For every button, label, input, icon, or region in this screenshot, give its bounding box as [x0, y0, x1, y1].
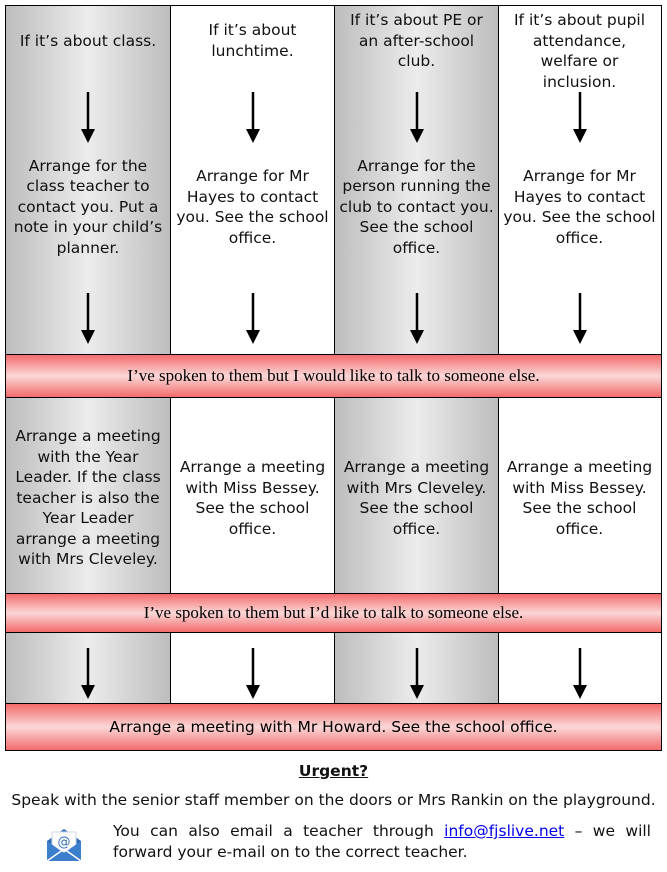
column-topic: If it’s about pupil attendance, welfare or inclusion.: [513, 11, 646, 91]
down-arrow-icon: [246, 293, 260, 345]
column-first-step: Arrange for Mr Hayes to contact you. See the school office.: [176, 167, 329, 247]
urgent-text: Speak with the senior staff member on the doors or Mrs Rankin on the playground.: [11, 791, 656, 809]
down-arrow-icon: [81, 648, 95, 700]
column-second-step: Arrange a meeting with Miss Bessey. See the school office.: [179, 458, 326, 538]
down-arrow-icon: [410, 648, 424, 700]
down-arrow-icon: [81, 92, 95, 144]
down-arrow-icon: [573, 293, 587, 345]
email-note-prefix: You can also email a teacher through: [113, 822, 445, 840]
column-first-step: Arrange for the class teacher to contact you. Put a note in your child’s planner.: [13, 156, 163, 257]
column-first-step: Arrange for the person running the club to contact you. See the school office.: [339, 156, 494, 257]
email-note-suffix: – we will forward your e-mail on to the correct teacher.: [113, 822, 651, 861]
column-second-step: Arrange a meeting with the Year Leader. If the class teacher is also the Year Leader arrange a meeting with Mrs Cleveley.: [15, 427, 161, 569]
down-arrow-icon: [573, 92, 587, 144]
down-arrow-icon: [410, 293, 424, 345]
email-envelope-icon: [45, 823, 83, 863]
column-second-step: Arrange a meeting with Mrs Cleveley. See the school office.: [343, 458, 490, 538]
down-arrow-icon: [573, 648, 587, 700]
email-link[interactable]: info@fjslive.net: [444, 822, 565, 840]
down-arrow-icon: [410, 92, 424, 144]
column-topic: If it’s about lunchtime.: [208, 21, 297, 60]
svg-text:@: @: [57, 835, 71, 850]
down-arrow-icon: [246, 92, 260, 144]
down-arrow-icon: [81, 293, 95, 345]
down-arrow-icon: [246, 648, 260, 700]
escalation-band-1: I’ve spoken to them but I would like to talk to someone else.: [6, 354, 661, 398]
urgent-heading: Urgent?: [298, 762, 369, 780]
escalation-flowchart: [5, 5, 662, 751]
column-first-step: Arrange for Mr Hayes to contact you. See the school office.: [503, 167, 656, 247]
column-topic: If it’s about class.: [19, 31, 157, 50]
escalation-band-2: I’ve spoken to them but I’d like to talk to someone else.: [6, 593, 661, 633]
column-second-step: Arrange a meeting with Miss Bessey. See the school office.: [506, 458, 653, 538]
column-topic: If it’s about PE or an after-school club.: [350, 11, 483, 70]
email-note: [113, 821, 651, 863]
final-step-band: Arrange a meeting with Mr Howard. See the school office.: [6, 703, 661, 750]
